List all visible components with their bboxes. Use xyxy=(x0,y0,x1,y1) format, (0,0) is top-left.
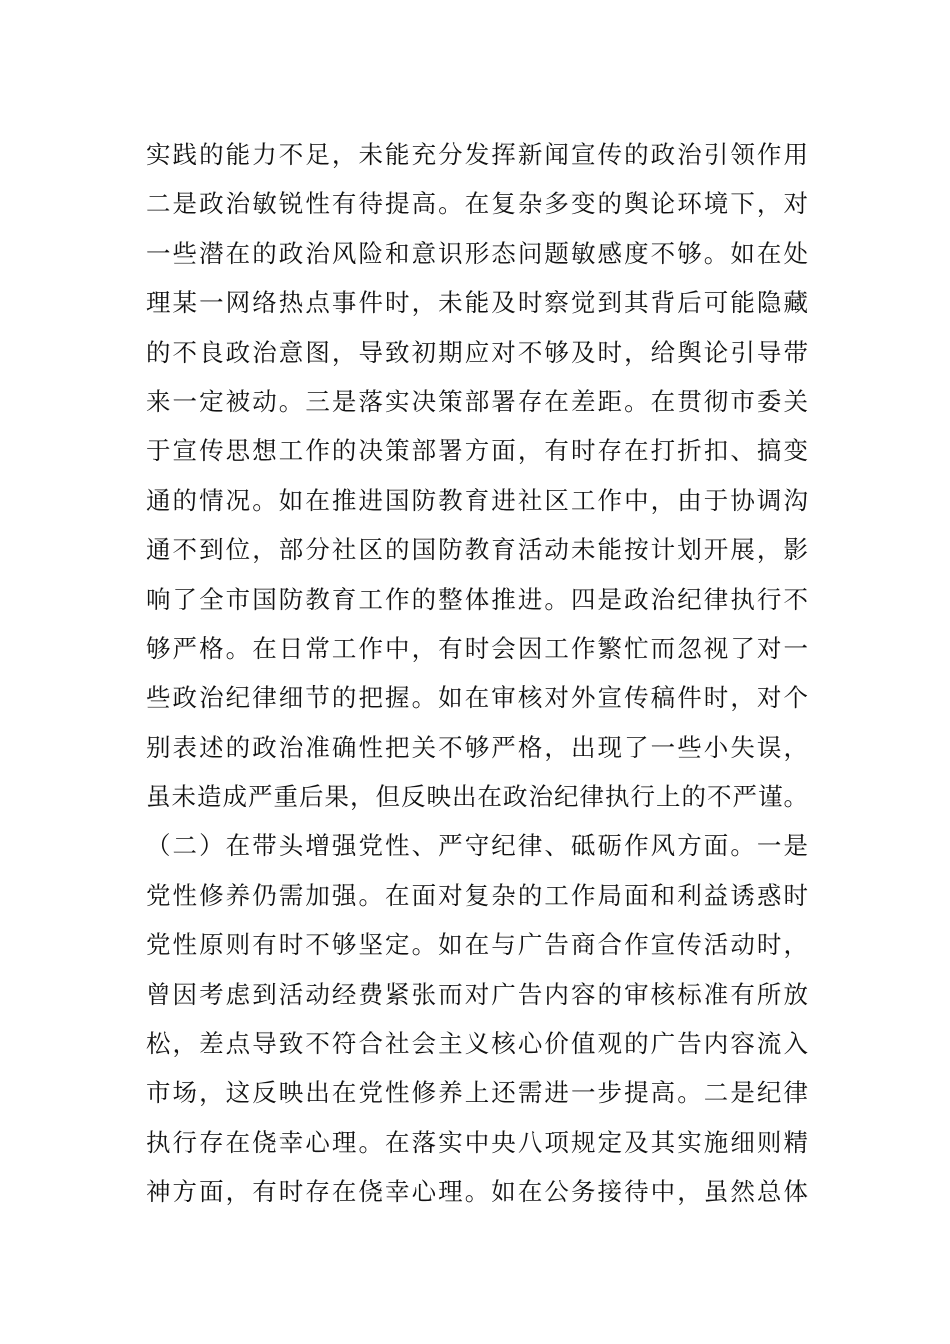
text-line: 通的情况。如在推进国防教育进社区工作中，由于协调沟 xyxy=(146,485,808,515)
text-line: 曾因考虑到活动经费紧张而对广告内容的审核标准有所放 xyxy=(146,979,808,1009)
body-text xyxy=(146,130,808,1217)
text-line: 的不良政治意图，导致初期应对不够及时，给舆论引导带 xyxy=(146,337,808,367)
text-line: 党性修养仍需加强。在面对复杂的工作局面和利益诱惑时 xyxy=(146,880,808,910)
text-line: 够严格。在日常工作中，有时会因工作繁忙而忽视了对一 xyxy=(146,633,808,663)
text-line: 执行存在侥幸心理。在落实中央八项规定及其实施细则精 xyxy=(146,1127,808,1157)
text-line: 通不到位，部分社区的国防教育活动未能按计划开展，影 xyxy=(146,535,808,565)
text-line: 党性原则有时不够坚定。如在与广告商合作宣传活动时， xyxy=(146,930,808,960)
text-line: 理某一网络热点事件时，未能及时察觉到其背后可能隐藏 xyxy=(146,288,808,318)
text-line: 些政治纪律细节的把握。如在审核对外宣传稿件时，对个 xyxy=(146,683,808,713)
text-line: 响了全市国防教育工作的整体推进。四是政治纪律执行不 xyxy=(146,584,808,614)
text-line: 于宣传思想工作的决策部署方面，有时存在打折扣、搞变 xyxy=(146,436,808,466)
text-line: 二是政治敏锐性有待提高。在复杂多变的舆论环境下，对 xyxy=(146,189,808,219)
text-line: 来一定被动。三是落实决策部署存在差距。在贯彻市委关 xyxy=(146,386,808,416)
text-line: （二）在带头增强党性、严守纪律、砥砺作风方面。一是 xyxy=(146,831,808,861)
text-line: 虽未造成严重后果，但反映出在政治纪律执行上的不严谨。 xyxy=(146,782,808,812)
text-line: 一些潜在的政治风险和意识形态问题敏感度不够。如在处 xyxy=(146,238,808,268)
text-line: 别表述的政治准确性把关不够严格，出现了一些小失误， xyxy=(146,732,808,762)
text-line: 神方面，有时存在侥幸心理。如在公务接待中，虽然总体 xyxy=(146,1177,808,1207)
text-line: 市场，这反映出在党性修养上还需进一步提高。二是纪律 xyxy=(146,1078,808,1108)
text-line: 实践的能力不足，未能充分发挥新闻宣传的政治引领作用 xyxy=(146,140,808,169)
text-line: 松，差点导致不符合社会主义核心价值观的广告内容流入 xyxy=(146,1029,808,1059)
